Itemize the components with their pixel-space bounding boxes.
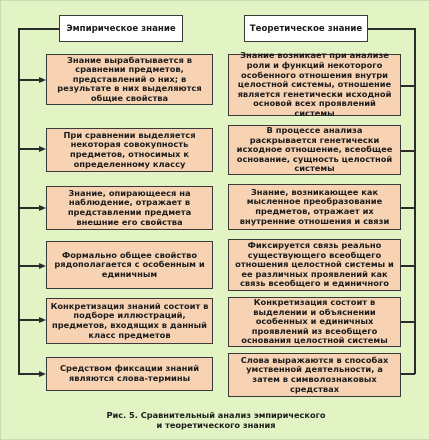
theoretical-box (228, 353, 401, 397)
empirical-arrow (39, 317, 46, 323)
empirical-arrow (39, 205, 46, 211)
empirical-header-connector (18, 28, 59, 30)
theoretical-branch (401, 85, 415, 87)
theoretical-text: В процессе анализа раскрывается генетически исходное отношение, всеобщее основание, сущность целостной системы (236, 125, 393, 174)
empirical-box (46, 54, 213, 105)
theoretical-branch (401, 150, 415, 152)
theoretical-text: Знание возникает при анализе роли и функций некоторого особенного отношения внутри целостной системы, отношение является генетически исходной основой всех проявлений системы (237, 50, 392, 118)
theoretical-branch (401, 321, 415, 323)
theoretical-branch (401, 265, 415, 267)
theoretical-text: Фиксируется связь реально существующего всеобщего отношения целостной системы и ее различных проявлений как связь всеобщего и единичного (235, 240, 394, 289)
theoretical-branch (401, 373, 415, 375)
theoretical-box (228, 125, 401, 175)
theoretical-text: Слова выражаются в способах умственной деятельности, а затем в символознаковых средствах (240, 354, 389, 394)
empirical-branch (18, 319, 40, 321)
empirical-text: Знание, опирающееся на наблюдение, отражает в представлении предмета внешние его свойства (67, 187, 192, 227)
empirical-arrow (39, 146, 46, 152)
empirical-branch (18, 265, 40, 267)
theoretical-branch (401, 207, 415, 209)
empirical-text: Средством фиксации знаний являются слова-термины (59, 363, 200, 383)
empirical-text: При сравнении выделяется некоторая совокупность предметов, относимых к определенному классу (63, 129, 196, 169)
empirical-box (46, 128, 213, 172)
empirical-branch (18, 148, 40, 150)
empirical-box (46, 298, 213, 344)
theoretical-box (228, 239, 401, 291)
empirical-arrow (39, 371, 46, 377)
theoretical-header-connector (368, 28, 415, 30)
empirical-text: Знание вырабатывается в сравнении предметов, представлений о них; в результате в них выделяются общие свойства (57, 54, 202, 103)
figure-caption-line1: Рис. 5. Сравнительный анализ эмпирического (106, 410, 326, 420)
theoretical-header (244, 15, 368, 42)
empirical-text: Конкретизация знаний состоит в подборе иллюстраций, предметов, входящих в данный класс предметов (50, 300, 209, 340)
figure-caption-line2: и теоретического знания (156, 420, 276, 430)
empirical-arrow (39, 77, 46, 83)
empirical-branch (18, 207, 40, 209)
theoretical-text: Знание, возникающее как мысленное преобразование предметов, отражает их внутренние отношения и связи (239, 186, 390, 226)
empirical-box (46, 186, 213, 230)
theoretical-box (228, 50, 401, 118)
empirical-branch (18, 373, 40, 375)
theoretical-box (228, 184, 401, 230)
empirical-branch (18, 79, 40, 81)
empirical-header (59, 15, 183, 42)
empirical-box (46, 357, 213, 391)
theoretical-header-label: Теоретическое знание (249, 23, 363, 34)
theoretical-text: Конкретизация состоит в выделении и объяснении особенных и единичных проявлений из всеобщего основания целостной системы (241, 297, 388, 346)
empirical-header-label: Эмпирическое знание (66, 23, 176, 34)
empirical-text: Формально общее свойство рядополагается с особенным и единичным (54, 249, 205, 279)
theoretical-box (228, 297, 401, 347)
empirical-arrow (39, 263, 46, 269)
empirical-box (46, 241, 213, 289)
